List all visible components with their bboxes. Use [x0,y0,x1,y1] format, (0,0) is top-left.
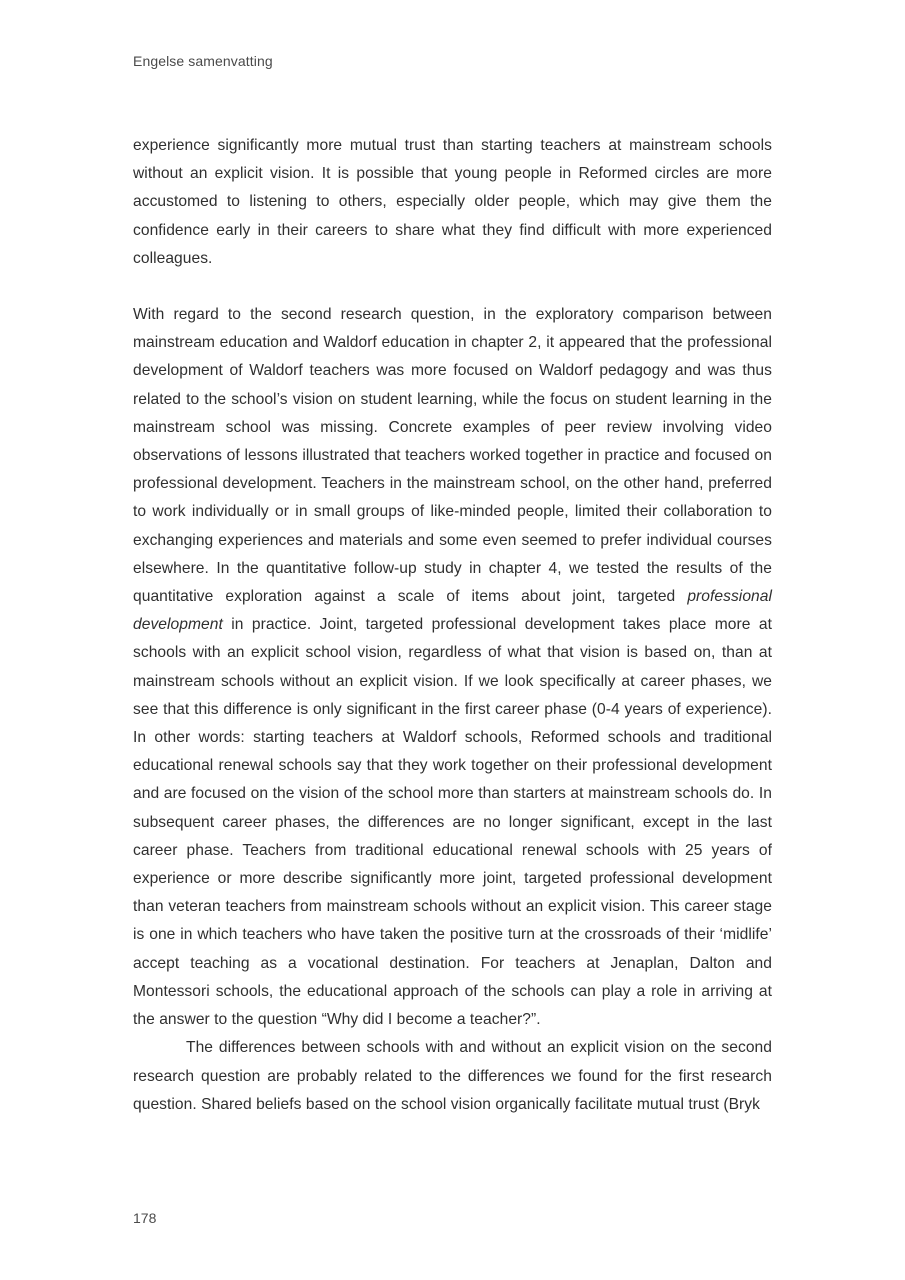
body-text [133,132,772,1119]
paragraph-2-text-a: With regard to the second research question, in the exploratory comparison between mainstream education and Waldorf education in chapter 2, it appeared that the professional development of Waldorf teachers was more focused on Waldorf pedagogy and was thus related to the school’s vision on student learning, while the focus on student learning in the mainstream school was missing. Concrete examples of peer review involving video observations of lessons illustrated that teachers worked together in practice and focused on professional development. Teachers in the mainstream school, on the other hand, preferred to work individually or in small groups of like-minded people, limited their collaboration to exchanging experiences and materials and some even seemed to prefer individual courses elsewhere. In the quantitative follow-up study in chapter 4, we tested the results of the quantitative exploration against a scale of items about joint, targeted [133,306,772,606]
page-number: 178 [133,1210,157,1226]
paragraph-2-text-b: in practice. Joint, targeted professional development takes place more at schools with an explicit school vision, regardless of what that vision is based on, than at mainstream schools without an explicit vision. If we look specifically at career phases, we see that this difference is only significant in the first career phase (0-4 years of experience). In other words: starting teachers at Waldorf schools, Reformed schools and traditional educational renewal schools say that they work together on their professional development and are focused on the vision of the school more than starters at mainstream schools do. In subsequent career phases, the differences are no longer significant, except in the last career phase. Teachers from traditional educational renewal schools with 25 years of experience or more describe significantly more joint, targeted professional development than veteran teachers from mainstream schools without an explicit vision. This career stage is one in which teachers who have taken the positive turn at the crossroads of their ‘midlife’ accept teaching as a vocational destination. For teachers at Jenaplan, Dalton and Montessori schools, the educational approach of the schools can play a role in arriving at the answer to the question “Why did I become a teacher?”. [133,616,772,1029]
running-header: Engelse samenvatting [133,53,273,69]
paragraph-2-emphasis: professional development [133,588,772,634]
paragraph-3: The differences between schools with and without an explicit vision on the second research question are probably related to the differences we found for the first research question. Shared beliefs based on the school vision organically facilitate mutual trust (Bryk [133,1039,772,1113]
paragraph-2 [133,301,772,1034]
paragraph-1: experience significantly more mutual trust than starting teachers at mainstream schools without an explicit vision. It is possible that young people in Reformed circles are more accustomed to listening to others, especially older people, which may give them the confidence early in their careers to share what they find difficult with more experienced colleagues. [133,137,772,267]
